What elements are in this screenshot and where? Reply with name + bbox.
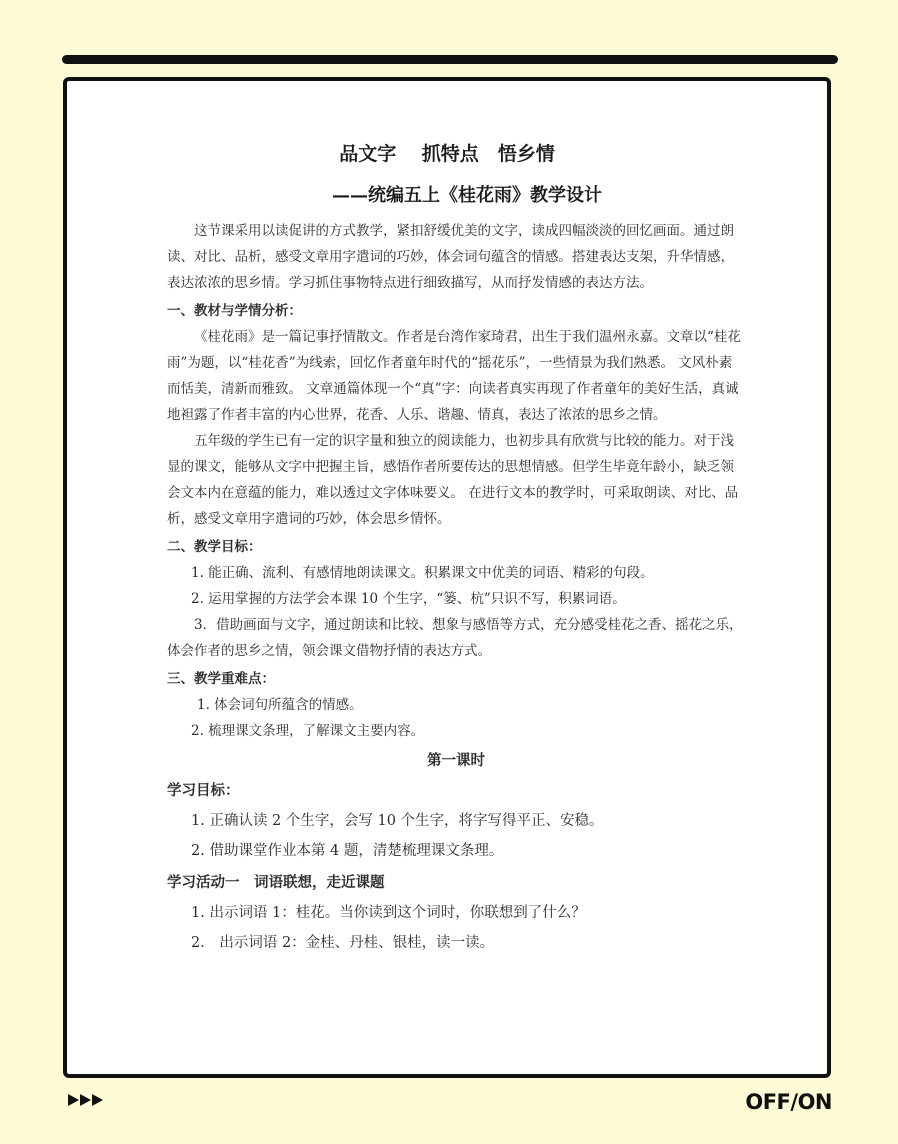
goal-item-1: 1. 能正确、流利、有感情地朗读课文。积累课文中优美的词语、精彩的句段。	[191, 565, 654, 581]
document-body	[167, 218, 745, 958]
triple-arrow-icon[interactable]	[68, 1094, 103, 1106]
intro-paragraph: 这节课采用以读促讲的方式教学，紧扣舒缓优美的文字，读成四幅淡淡的回忆画面。通过朗读、对比、品析，感受文章用字遣词的巧妙，体会词句蕴含的情感。搭建表达支架，升华情感，表达浓浓的思乡情。学习抓住事物特点进行细致描写，从而抒发情感的表达方法。	[167, 223, 734, 291]
key-point-1: 1. 体会词句所蕴含的情感。	[197, 697, 363, 713]
activity-step-2: 2． 出示词语 2：金桂、丹桂、银桂，读一读。	[191, 935, 495, 951]
document-page	[67, 81, 827, 1074]
arrow-icon	[92, 1094, 103, 1106]
analysis-paragraph-1: 《桂花雨》是一篇记事抒情散文。作者是台湾作家琦君，出生于我们温州永嘉。文章以“桂花雨”为题，以“桂花香”为线索，回忆作者童年时代的“摇花乐”，一些情景为我们熟悉。 文风朴素而恬美，清新而雅致。 文章通篇体现一个“真”字：向读者真实再现了作者童年的美好生活，真诚地袒露了作者丰富的内心世界，花香、人乐、谐趣、情真，表达了浓浓的思乡之情。	[167, 329, 741, 423]
document-subtitle: ——统编五上《桂花雨》教学设计	[332, 185, 602, 206]
lesson-heading: 第一课时	[427, 752, 485, 769]
objective-item-1: 1. 正确认读 2 个生字，会写 10 个生字，将字写得平正、安稳。	[191, 813, 604, 829]
objective-item-2: 2. 借助课堂作业本第 4 题，清楚梳理课文条理。	[191, 843, 504, 859]
document-frame	[63, 77, 831, 1078]
off-on-toggle[interactable]: OFF/ON	[745, 1090, 832, 1114]
activity-step-1: 1. 出示词语 1：桂花。当你读到这个词时，你联想到了什么？	[191, 905, 586, 921]
section-heading-key-points: 三、教学重难点：	[167, 671, 275, 687]
key-point-2: 2. 梳理课文条理，了解课文主要内容。	[191, 723, 425, 739]
section-heading-analysis: 一、教材与学情分析：	[167, 303, 302, 319]
arrow-icon	[68, 1094, 79, 1106]
objectives-heading: 学习目标：	[167, 782, 240, 799]
arrow-icon	[80, 1094, 91, 1106]
section-heading-goals: 二、教学目标：	[167, 539, 262, 555]
analysis-paragraph-2: 五年级的学生已有一定的识字量和独立的阅读能力，也初步具有欣赏与比较的能力。对于浅显的课文，能够从文字中把握主旨，感悟作者所要传达的思想情感。但学生毕竟年龄小，缺乏领会文本内在意蕴的能力，难以透过文字体味要义。 在进行文本的教学时，可采取朗读、对比、品析，感受文章用字遣词的巧妙，体会思乡情怀。	[167, 433, 739, 527]
top-divider-bar	[62, 55, 838, 64]
activity-heading: 学习活动一 词语联想，走近课题	[167, 874, 385, 891]
document-title: 品文字 抓特点 悟乡情	[339, 143, 555, 165]
goal-item-3: 3．借助画面与文字，通过朗读和比较、想象与感悟等方式，充分感受桂花之香、摇花之乐，体会作者的思乡之情，领会课文借物抒情的表达方式。	[167, 617, 743, 659]
goal-item-2: 2. 运用掌握的方法学会本课 10 个生字，“篓、杭”只识不写，积累词语。	[191, 591, 626, 607]
